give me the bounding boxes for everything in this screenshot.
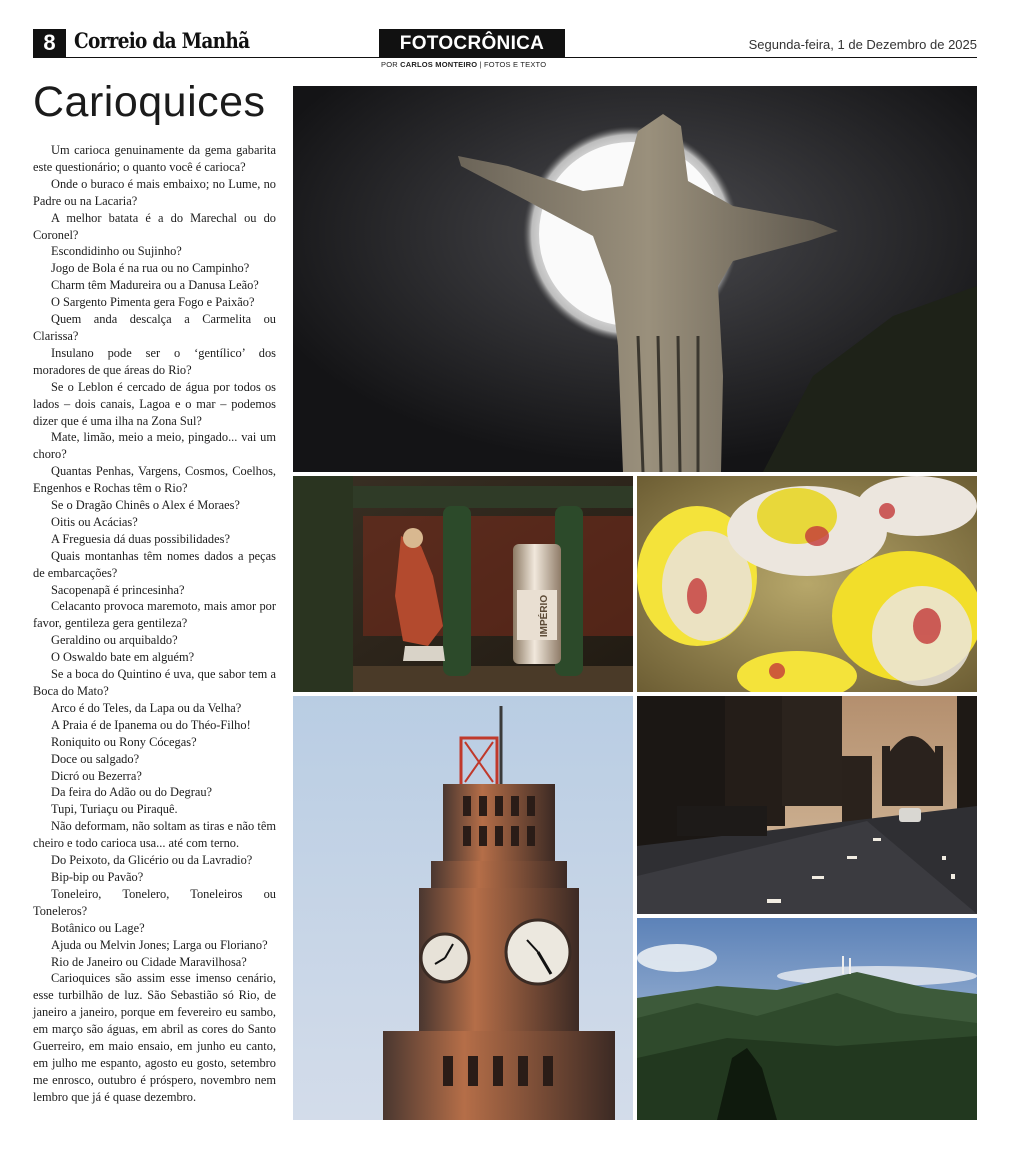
article-paragraph: Celacanto provoca maremoto, mais amor por favor, gentileza gera gentileza? <box>33 599 276 631</box>
article-paragraph: Não deformam, não soltam as tiras e não têm cheiro e todo carioca usa... até com terno. <box>33 819 276 851</box>
article-paragraph: Oitis ou Acácias? <box>51 514 138 529</box>
article-paragraph: Se o Dragão Chinês o Alex é Moraes? <box>51 498 240 513</box>
section-title: FOTOCRÔNICA <box>379 29 565 58</box>
article-paragraph: A Praia é de Ipanema ou do Théo-Filho! <box>51 717 251 732</box>
article-title: Carioquices <box>33 78 266 126</box>
article-paragraph: Sacopenapã é princesinha? <box>51 582 185 597</box>
masthead-logo[interactable]: Correio da Manhã <box>74 28 250 53</box>
byline <box>381 60 546 69</box>
dateline: Segunda-feira, 1 de Dezembro de 2025 <box>748 37 977 52</box>
article-paragraph: Doce ou salgado? <box>51 751 140 766</box>
byline-suffix: | FOTOS E TEXTO <box>477 60 547 69</box>
photo-mountain-landscape <box>637 918 977 1120</box>
photo-central-clock-tower <box>293 696 633 1120</box>
article-paragraph: Quantas Penhas, Vargens, Cosmos, Coelhos, Engenhos e Rochas têm o Rio? <box>33 464 276 496</box>
article-paragraph: Arco é do Teles, da Lapa ou da Velha? <box>51 700 242 715</box>
article-paragraph: Quais montanhas têm nomes dados a peças de embarcações? <box>33 548 276 580</box>
article-paragraph: A melhor batata é a do Marechal ou do Coronel? <box>33 210 276 242</box>
article-paragraph: A Freguesia dá duas possibilidades? <box>51 531 230 546</box>
article-paragraph: Carioquices são assim esse imenso cenário, esse turbilhão de luz. São Sebastião só Rio, de janeiro a janeiro, porque em fevereiro eu sambo, em março são águas, em abril as cores do Santo Guerreiro, em maio ensaio, em junho eu canto, em julho me espanto, agosto eu gosto, setembro me enrosco, outubro é próspero, novembro nem lembro que já é quase dezembro. <box>33 971 276 1104</box>
article-paragraph: Escondidinho ou Sujinho? <box>51 244 182 259</box>
article-paragraph: Da feira do Adão ou do Degrau? <box>51 785 213 800</box>
article-paragraph: Insulano pode ser o ‘gentílico’ dos moradores de que áreas do Rio? <box>33 345 276 377</box>
byline-prefix: POR <box>381 60 401 69</box>
page-number: 8 <box>33 29 66 57</box>
article-paragraph: Onde o buraco é mais embaixo; no Lume, no Padre ou na Lacaria? <box>33 176 276 208</box>
header-rule <box>33 57 977 58</box>
article-paragraph: Mate, limão, meio a meio, pingado... vai um choro? <box>33 430 276 462</box>
photo-avenue-candelaria <box>637 696 977 914</box>
article-paragraph: O Oswaldo bate em alguém? <box>51 650 195 665</box>
article-paragraph: Dicró ou Bezerra? <box>51 768 142 783</box>
article-paragraph: Geraldino ou arquibaldo? <box>51 633 178 648</box>
article-paragraph: Rio de Janeiro ou Cidade Maravilhosa? <box>51 954 247 969</box>
article-body <box>33 142 276 1106</box>
article-paragraph: Um carioca genuinamente da gema gabarita este questionário; o quanto você é carioca? <box>33 143 276 174</box>
article-paragraph: Toneleiro, Tonelero, Toneleiros ou Toneleros? <box>33 886 276 918</box>
article-paragraph: Roniquito ou Rony Cócegas? <box>51 734 197 749</box>
article-paragraph: Do Peixoto, da Glicério ou da Lavradio? <box>51 853 253 868</box>
article-paragraph: O Sargento Pimenta gera Fogo e Paixão? <box>51 295 255 310</box>
article-paragraph: Jogo de Bola é na rua ou no Campinho? <box>51 261 250 276</box>
article-paragraph: Se a boca do Quintino é uva, que sabor tem a Boca do Mato? <box>33 667 276 698</box>
article-paragraph: Botânico ou Lage? <box>51 920 145 935</box>
article-paragraph: Quem anda descalça a Carmelita ou Clarissa? <box>33 312 276 343</box>
article-paragraph: Tupi, Turiaçu ou Piraquê. <box>51 802 178 817</box>
can-label: IMPÉRIO <box>539 594 550 638</box>
article-paragraph: Bip-bip ou Pavão? <box>51 869 144 884</box>
photo-saint-george-beer-can <box>293 476 633 692</box>
article-paragraph: Se o Leblon é cercado de água por todos os lados – dois canais, Lagoa e o mar – podemos dizer que é uma ilha na Zona Sul? <box>33 379 276 428</box>
article-paragraph: Charm têm Madureira ou a Danusa Leão? <box>51 278 259 293</box>
photo-carnival-dancers-blur <box>637 476 977 692</box>
article-paragraph: Ajuda ou Melvin Jones; Larga ou Floriano? <box>51 937 268 952</box>
byline-author: CARLOS MONTEIRO <box>400 60 478 69</box>
photo-christ-redeemer-moon <box>293 86 977 472</box>
